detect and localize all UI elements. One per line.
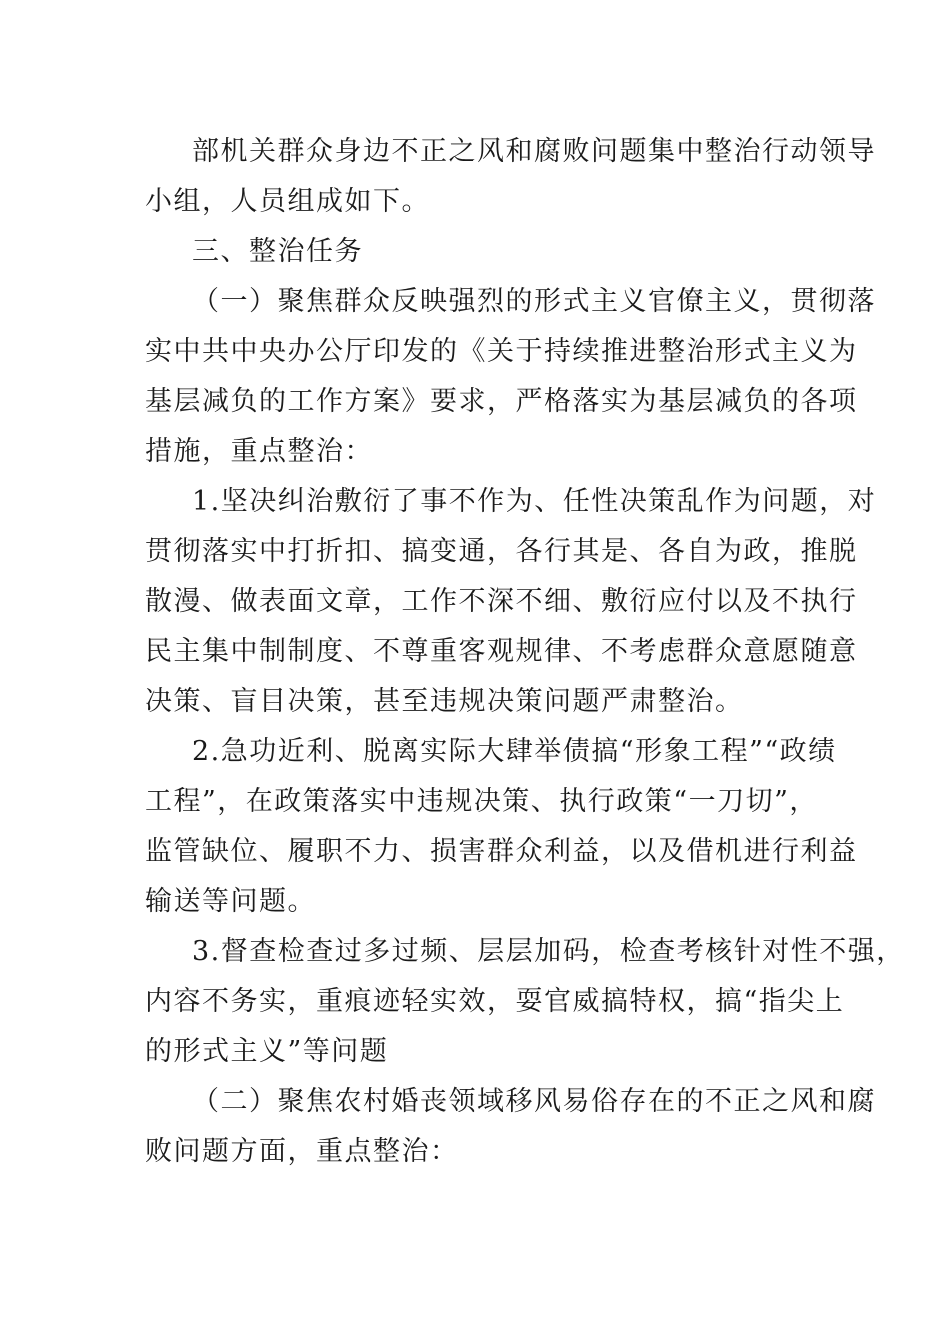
- section-heading: 三、整治任务: [192, 236, 363, 267]
- paragraph-line: 部机关群众身边不正之风和腐败问题集中整治行动领导: [192, 136, 876, 167]
- paragraph-line: 的形式主义”等问题: [145, 1036, 389, 1067]
- paragraph-line: 民主集中制制度、不尊重客观规律、不考虑群众意愿随意: [145, 636, 858, 667]
- paragraph-line: 工程”，在政策落实中违规决策、执行政策“一刀切”，: [145, 786, 818, 817]
- paragraph-line: 实中共中央办公厅印发的《关于持续推进整治形式主义为: [145, 336, 858, 367]
- paragraph-line: 小组，人员组成如下。: [145, 186, 430, 217]
- paragraph-line: 1.坚决纠治敷衍了事不作为、任性决策乱作为问题，对: [192, 486, 877, 517]
- paragraph-line: 监管缺位、履职不力、损害群众利益，以及借机进行利益: [145, 836, 858, 867]
- paragraph-line: 3.督查检查过多过频、层层加码，检查考核针对性不强，: [192, 936, 905, 967]
- paragraph-line: 内容不务实，重痕迹轻实效，耍官威搞特权，搞“指尖上: [145, 986, 845, 1017]
- paragraph-line: 贯彻落实中打折扣、搞变通，各行其是、各自为政，推脱: [145, 536, 858, 567]
- paragraph-line: 基层减负的工作方案》要求，严格落实为基层减负的各项: [145, 386, 858, 417]
- paragraph-line: 败问题方面，重点整治：: [145, 1136, 459, 1167]
- paragraph-line: （一）聚焦群众反映强烈的形式主义官僚主义，贯彻落: [192, 286, 876, 317]
- paragraph-line: （二）聚焦农村婚丧领域移风易俗存在的不正之风和腐: [192, 1086, 876, 1117]
- paragraph-line: 2.急功近利、脱离实际大肆举债搞“形象工程”“政绩: [192, 736, 837, 767]
- paragraph-line: 决策、盲目决策，甚至违规决策问题严肃整治。: [145, 686, 744, 717]
- paragraph-line: 散漫、做表面文章，工作不深不细、敷衍应付以及不执行: [145, 586, 858, 617]
- paragraph-line: 措施，重点整治：: [145, 436, 373, 467]
- paragraph-line: 输送等问题。: [145, 886, 316, 917]
